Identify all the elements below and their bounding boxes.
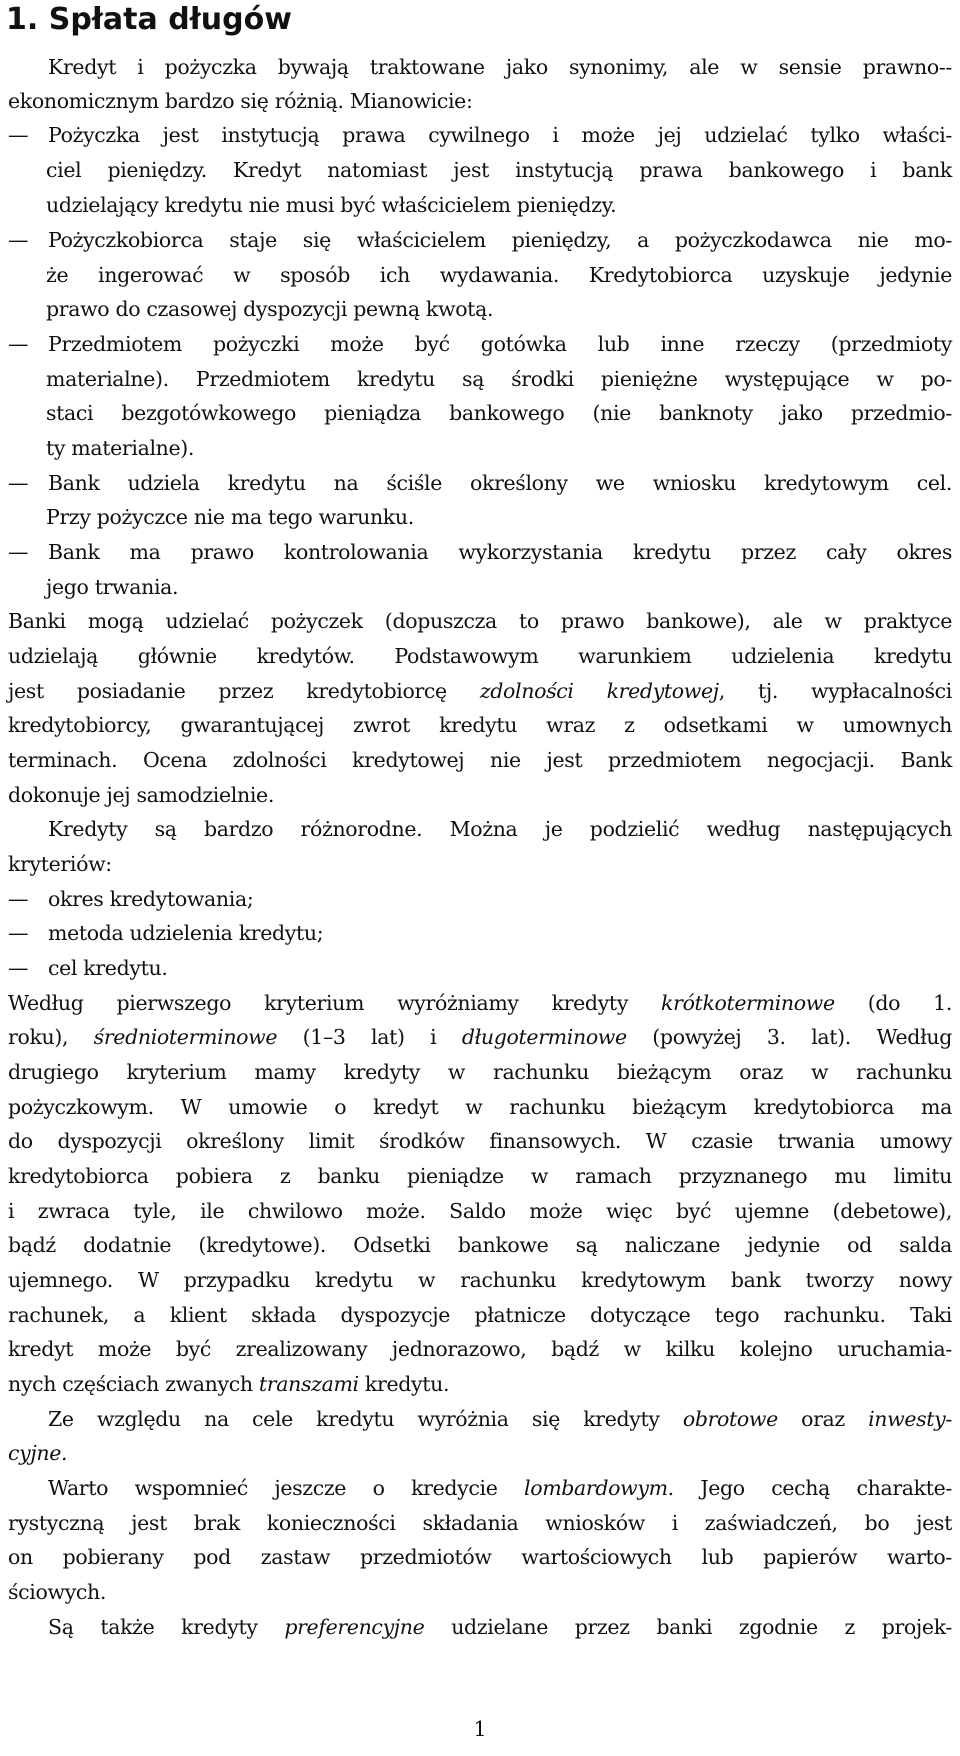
list-item [8, 468, 952, 498]
text-line [8, 745, 952, 775]
line-text: kredyt może być zrealizowany jednorazowo, bądź w kilku kolejno uruchamia- [8, 1337, 952, 1361]
text-line [8, 676, 952, 706]
text-line [8, 1161, 952, 1191]
line-text: Kredyt i pożyczka bywają traktowane jako synonimy, ale w sensie prawno-- [48, 55, 952, 79]
text-line [46, 502, 952, 532]
em-dash: — [8, 921, 29, 945]
text-line [46, 433, 952, 463]
line-text: drugiego kryterium mamy kredyty w rachunku bieżącym oraz w rachunku [8, 1060, 952, 1084]
list-item [8, 953, 952, 983]
emphasis-term: inwesty- [868, 1407, 952, 1431]
line-text: staci bezgotówkowego pieniądza bankowego (nie banknoty jako przedmio- [46, 401, 952, 425]
text-line [8, 641, 952, 671]
line-text: Kredyty są bardzo różnorodne. Można je podzielić według następujących [48, 817, 952, 841]
line-text: Pożyczka jest instytucją prawa cywilnego i może jej udzielać tylko właści- [48, 123, 952, 147]
text-line [8, 1092, 952, 1122]
section-title: 1. Spłata długów [6, 2, 292, 37]
line-text: kredytu. [358, 1372, 450, 1396]
line-text: terminach. Ocena zdolności kredytowej nie jest przedmiotem negocjacji. Bank [8, 748, 952, 772]
line-text: kredytobiorcy, gwarantującej zwrot kredytu wraz z odsetkami w umownych [8, 713, 952, 737]
line-text: (do 1. [834, 991, 953, 1015]
text-line [48, 1473, 952, 1503]
em-dash: — [8, 332, 29, 356]
line-text: (1–3 lat) i [277, 1025, 462, 1049]
emphasis-term: krótkoterminowe [661, 991, 835, 1015]
em-dash: — [8, 887, 29, 911]
text-line [8, 1334, 952, 1364]
text-line [8, 1577, 952, 1607]
emphasis-term: transzami [258, 1372, 359, 1396]
line-text: materialne). Przedmiotem kredytu są środki pieniężne występujące w po- [46, 367, 952, 391]
line-text: Banki mogą udzielać pożyczek (dopuszcza to prawo bankowe), ale w praktyce [8, 609, 952, 633]
line-text: okres kredytowania; [48, 887, 254, 911]
text-line [8, 1542, 952, 1572]
line-text: ciel pieniędzy. Kredyt natomiast jest instytucją prawa bankowego i bank [46, 158, 952, 182]
text-line [46, 155, 952, 185]
line-text: Bank ma prawo kontrolowania wykorzystania kredytu przez cały okres [48, 540, 952, 564]
line-text: , tj. wypłacalności [718, 679, 952, 703]
text-line [8, 1230, 952, 1260]
text-line [8, 1369, 952, 1399]
emphasis-term: średnioterminowe [93, 1025, 278, 1049]
line-text: Bank udziela kredytu na ściśle określony we wniosku kredytowym cel. [48, 471, 952, 495]
text-line [46, 190, 952, 220]
emphasis-term: preferencyjne [284, 1615, 425, 1639]
text-line [48, 814, 952, 844]
text-line [8, 780, 952, 810]
line-text: pożyczkowym. W umowie o kredyt w rachunku bieżącym kredytobiorca ma [8, 1095, 952, 1119]
line-text: prawo do czasowej dyspozycji pewną kwotą. [46, 297, 494, 321]
line-text: bądź dodatnie (kredytowe). Odsetki bankowe są naliczane jedynie od salda [8, 1233, 952, 1257]
line-text: rystyczną jest brak konieczności składania wniosków i zaświadczeń, bo jest [8, 1511, 952, 1535]
line-text: roku), [8, 1025, 94, 1049]
line-text: udzielają głównie kredytów. Podstawowym warunkiem udzielenia kredytu [8, 644, 952, 668]
text-line [48, 1404, 952, 1434]
line-text: ekonomicznym bardzo się różnią. Mianowicie: [8, 89, 473, 113]
list-item [8, 225, 952, 255]
line-text: ty materialne). [46, 436, 195, 460]
text-line [8, 1022, 952, 1052]
emphasis-term: lombardowym [524, 1476, 668, 1500]
line-text: dokonuje jej samodzielnie. [8, 783, 274, 807]
text-line [8, 1300, 952, 1330]
text-line [8, 1265, 952, 1295]
em-dash: — [8, 228, 29, 252]
list-item [8, 329, 952, 359]
em-dash: — [8, 123, 29, 147]
em-dash: — [8, 956, 29, 980]
text-line [8, 86, 952, 116]
line-text: rachunek, a klient składa dyspozycje płatnicze dotyczące tego rachunku. Taki [8, 1303, 952, 1327]
line-text: cel kredytu. [48, 956, 168, 980]
line-text: Warto wspomnieć jeszcze o kredycie [48, 1476, 524, 1500]
page-number: 1 [473, 1717, 487, 1741]
list-item [8, 537, 952, 567]
line-text: Ze względu na cele kredytu wyróżnia się kredyty [48, 1407, 683, 1431]
text-line [46, 294, 952, 324]
line-text: i zwraca tyle, ile chwilowo może. Saldo może więc być ujemne (debetowe), [8, 1199, 952, 1223]
line-text: kredytobiorca pobiera z banku pieniądze w ramach przyznanego mu limitu [8, 1164, 952, 1188]
text-line [8, 1126, 952, 1156]
line-text: że ingerować w sposób ich wydawania. Kredytobiorca uzyskuje jedynie [46, 263, 952, 287]
list-item [8, 120, 952, 150]
text-line [48, 1612, 952, 1642]
text-line [8, 710, 952, 740]
line-text: (powyżej 3. lat). Według [626, 1025, 952, 1049]
text-line [8, 606, 952, 636]
text-line [46, 260, 952, 290]
line-text: udzielane przez banki zgodnie z projek- [424, 1615, 953, 1639]
list-item [8, 918, 952, 948]
text-line [8, 849, 952, 879]
emphasis-term: cyjne. [8, 1441, 68, 1465]
text-line [8, 1438, 952, 1468]
line-text: kryteriów: [8, 852, 112, 876]
line-text: on pobierany pod zastaw przedmiotów wartościowych lub papierów warto- [8, 1545, 952, 1569]
line-text: ściowych. [8, 1580, 107, 1604]
text-line [8, 988, 952, 1018]
text-line [46, 572, 952, 602]
text-line [46, 398, 952, 428]
line-text: oraz [777, 1407, 869, 1431]
emphasis-term: długoterminowe [461, 1025, 627, 1049]
list-item [8, 884, 952, 914]
line-text: jest posiadanie przez kredytobiorcę [8, 679, 480, 703]
line-text: Według pierwszego kryterium wyróżniamy kredyty [8, 991, 662, 1015]
emphasis-term: obrotowe [682, 1407, 778, 1431]
line-text: Przedmiotem pożyczki może być gotówka lub inne rzeczy (przedmioty [48, 332, 952, 356]
line-text: Są także kredyty [48, 1615, 285, 1639]
em-dash: — [8, 540, 29, 564]
text-line [8, 1196, 952, 1226]
line-text: nych częściach zwanych [8, 1372, 259, 1396]
line-text: . Jego cechą charakte- [667, 1476, 952, 1500]
emphasis-term: zdolności kredytowej [479, 679, 719, 703]
line-text: ujemnego. W przypadku kredytu w rachunku kredytowym bank tworzy nowy [8, 1268, 952, 1292]
line-text: udzielający kredytu nie musi być właścicielem pieniędzy. [46, 193, 617, 217]
line-text: jego trwania. [46, 575, 179, 599]
line-text: metoda udzielenia kredytu; [48, 921, 324, 945]
text-line [46, 364, 952, 394]
text-line [8, 1057, 952, 1087]
em-dash: — [8, 471, 29, 495]
line-text: Pożyczkobiorca staje się właścicielem pieniędzy, a pożyczkodawca nie mo- [48, 228, 952, 252]
text-line [48, 52, 952, 82]
line-text: Przy pożyczce nie ma tego warunku. [46, 505, 414, 529]
line-text: do dyspozycji określony limit środków finansowych. W czasie trwania umowy [8, 1129, 952, 1153]
text-line [8, 1508, 952, 1538]
